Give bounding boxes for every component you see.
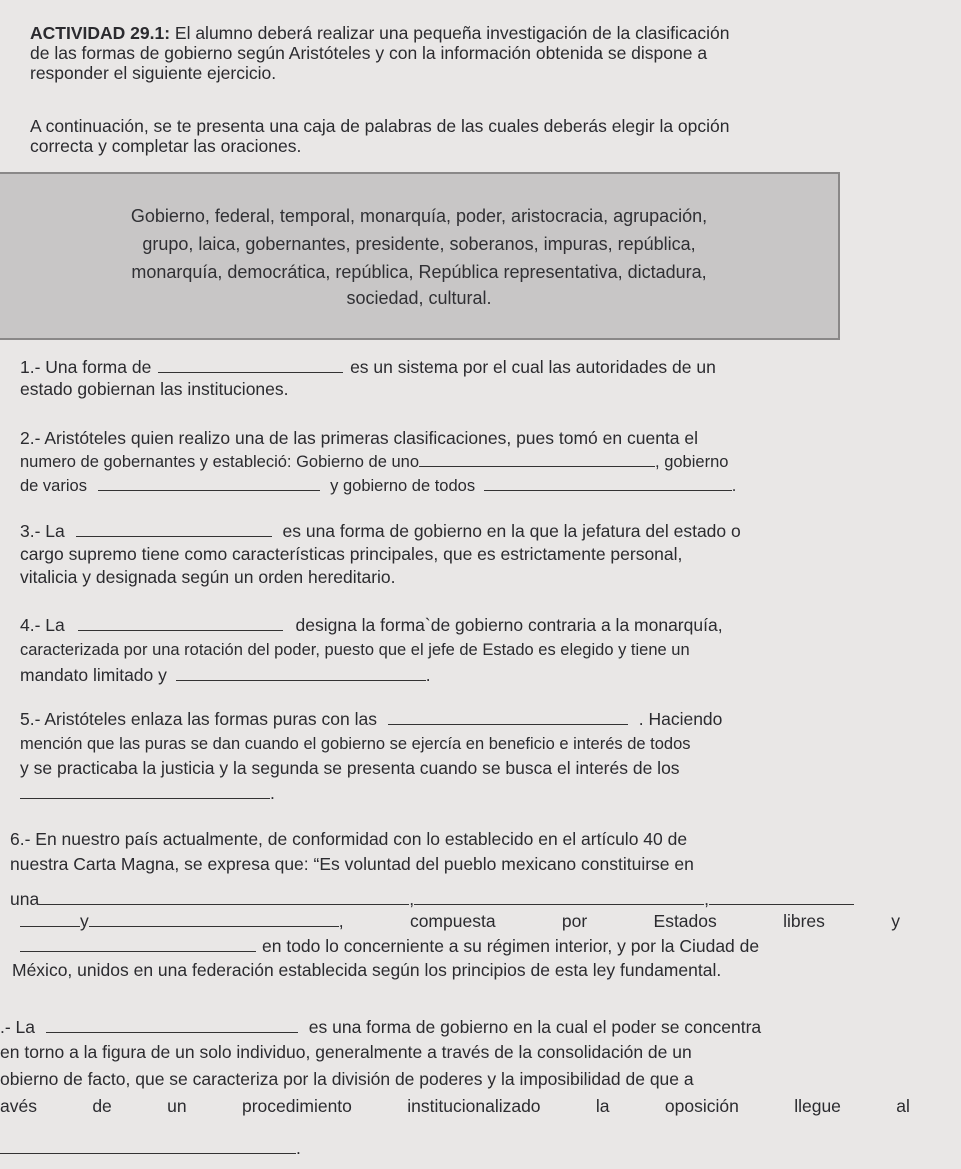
question-4-line-3: mandato limitado y . [20,665,431,685]
answer-blank-2b[interactable] [98,474,320,491]
answer-blank-6c[interactable] [709,888,854,905]
question-4-line-2: caracterizada por una rotación del poder, puesto que el jefe de Estado es elegido y tiene un [20,641,690,659]
answer-blank-4b[interactable] [176,664,426,681]
question-6-line-4: y , compuesta por Estados libres y [20,910,900,932]
question-1-line-1: 1.- Una forma de es un sistema por el cual las autoridades de un [20,357,716,377]
word-box-line-2: grupo, laica, gobernantes, presidente, soberanos, impuras, república, [142,234,696,254]
answer-blank-7a[interactable] [46,1016,298,1033]
answer-blank-1[interactable] [158,356,343,373]
answer-blank-7b[interactable] [0,1137,296,1154]
question-7-line-3: obierno de facto, que se caracteriza por la división de poderes y la imposibilidad de que a [0,1069,694,1089]
question-6-line-2: nuestra Carta Magna, se expresa que: “Es voluntad del pueblo mexicano constituirse en [10,854,694,874]
activity-title: ACTIVIDAD 29.1: [30,23,171,43]
word-box-line-3: monarquía, democrática, república, República representativa, dictadura, [131,262,707,282]
question-6-line-1: 6.- En nuestro país actualmente, de conformidad con lo establecido en el artículo 40 de [10,829,688,849]
intro-line-2: de las formas de gobierno según Aristóteles y con la información obtenida se dispone a [30,43,708,63]
question-1-line-2: estado gobiernan las instituciones. [20,379,289,399]
question-7-line-1: .- La es una forma de gobierno en la cual el poder se concentra [0,1017,762,1037]
word-box [0,172,840,340]
question-2-line-2: numero de gobernantes y estableció: Gobierno de uno , gobierno [20,450,728,473]
question-5-line-4: . [20,782,275,804]
question-3-line-3: vitalicia y designada según un orden hereditario. [20,567,396,587]
answer-blank-3[interactable] [76,520,272,537]
answer-blank-6a[interactable] [39,888,409,905]
question-2-line-1: 2.- Aristóteles quien realizo una de las primeras clasificaciones, pues tomó en cuenta el [20,428,699,448]
answer-blank-6d[interactable] [20,910,80,927]
question-3-line-1: 3.- La es una forma de gobierno en la que la jefatura del estado o [20,521,741,541]
instructions-line-1: A continuación, se te presenta una caja de palabras de las cuales deberás elegir la opción [30,116,730,136]
question-7-line-4: avés de un procedimiento institucionalizado la oposición llegue al [0,1096,910,1116]
answer-blank-6b[interactable] [414,888,704,905]
question-4-line-1: 4.- La designa la forma`de gobierno contraria a la monarquía, [20,615,723,635]
word-box-line-1: Gobierno, federal, temporal, monarquía, poder, aristocracia, agrupación, [130,206,708,226]
intro-line-1: ACTIVIDAD 29.1: El alumno deberá realizar una pequeña investigación de la clasificación [30,23,730,43]
instructions-line-2: correcta y completar las oraciones. [30,136,302,156]
answer-blank-4a[interactable] [78,614,283,631]
question-6-line-6: México, unidos en una federación establecida según los principios de esta ley fundamental. [12,960,722,980]
question-7-line-2: en torno a la figura de un solo individuo, generalmente a través de la consolidación de un [0,1042,692,1062]
question-2-line-3: de varios y gobierno de todos . [20,474,736,497]
question-3-line-2: cargo supremo tiene como características principales, que es estrictamente personal, [20,544,683,564]
question-5-line-2: mención que las puras se dan cuando el gobierno se ejercía en beneficio e interés de todos [20,735,691,753]
answer-blank-6f[interactable] [20,935,256,952]
question-5-line-1: 5.- Aristóteles enlaza las formas puras con las . Haciendo [20,709,723,729]
question-6-line-3: una , , [10,888,854,910]
intro-line-3: responder el siguiente ejercicio. [30,63,277,83]
answer-blank-2a[interactable] [419,450,655,467]
question-5-line-3: y se practicaba la justicia y la segunda se presenta cuando se busca el interés de los [20,758,680,778]
answer-blank-5b[interactable] [20,782,270,799]
question-6-line-5: en todo lo concerniente a su régimen interior, y por la Ciudad de [20,935,759,957]
question-7-line-5: . [0,1137,301,1159]
answer-blank-5a[interactable] [388,708,628,725]
answer-blank-2c[interactable] [484,474,732,491]
word-box-line-4: sociedad, cultural. [346,288,492,308]
answer-blank-6e[interactable] [89,910,339,927]
